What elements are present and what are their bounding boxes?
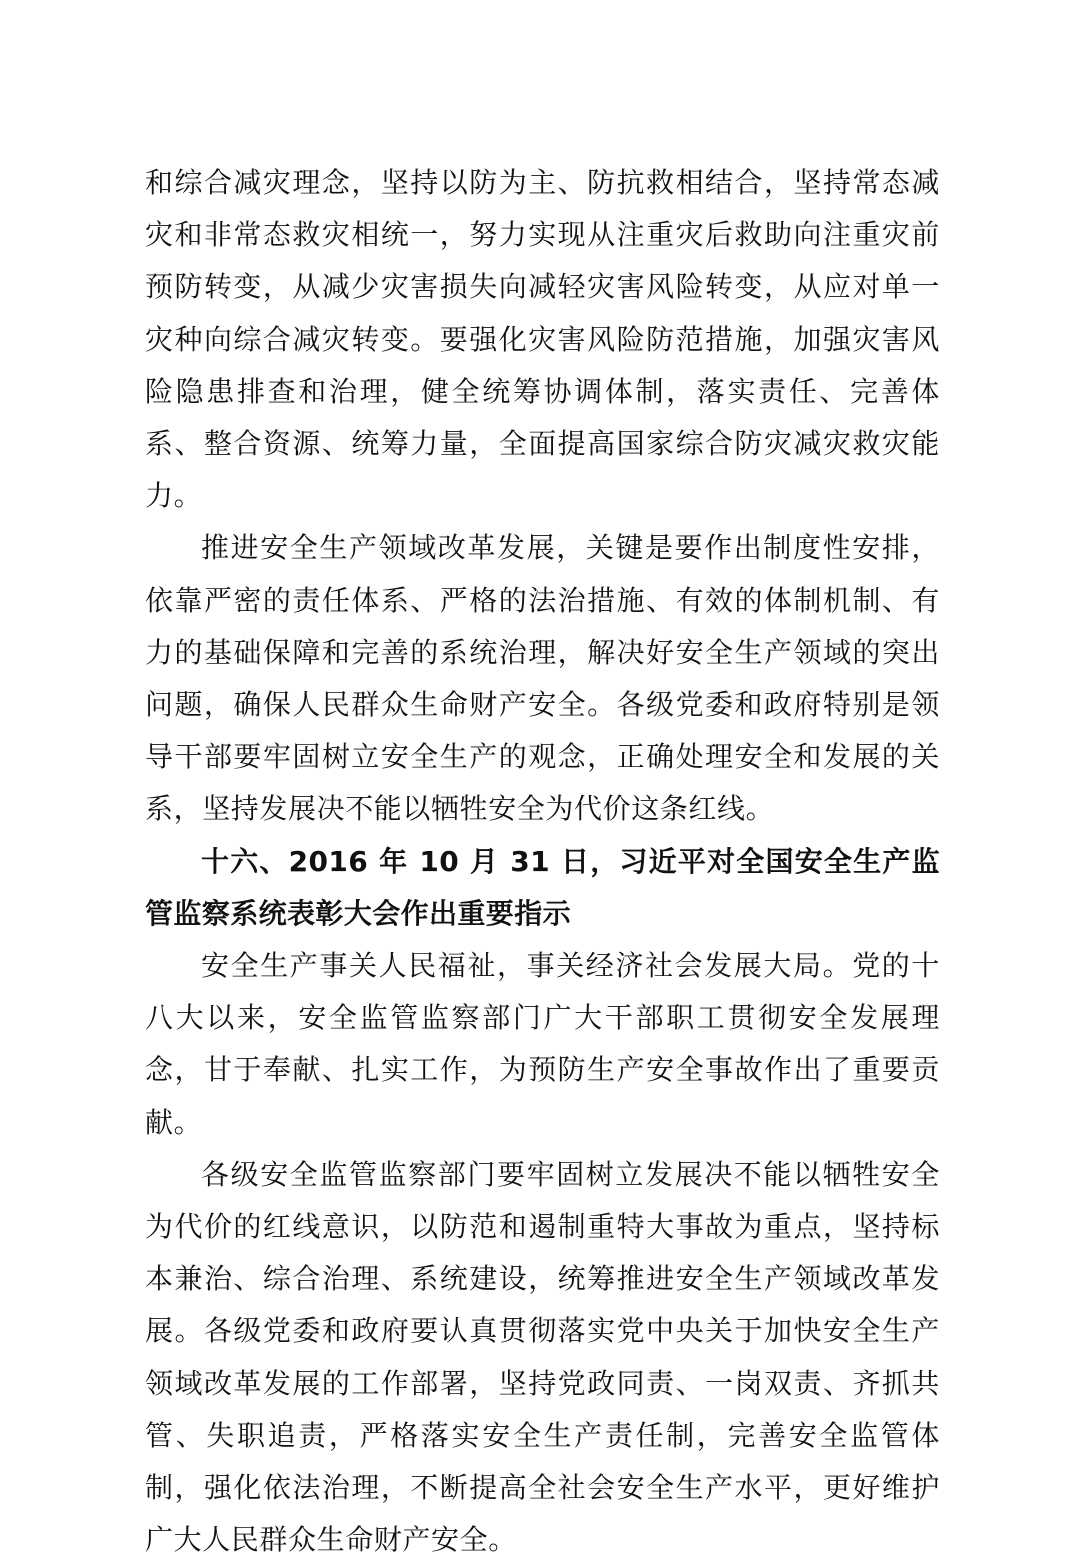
paragraph-red-line: 各级安全监管监察部门要牢固树立发展决不能以牺牲安全为代价的红线意识，以防范和遏制重特大事故为重点，坚持标本兼治、综合治理、系统建设，统筹推进安全生产领域改革发展。各级党委和政府要认真贯彻落实党中央关于加快安全生产领域改革发展的工作部署，坚持党政同责、一岗双责、齐抓共管、失职追责，严格落实安全生产责任制，完善安全监管体制，强化依法治理，不断提高全社会安全生产水平，更好维护广大人民群众生命财产安全。 [145,1157,940,1557]
section-heading: 十六、2016 年 10 月 31 日，习近平对全国安全生产监管监察系统表彰大会作出重要指示 [145,844,940,930]
paragraph-safety-welfare: 安全生产事关人民福祉，事关经济社会发展大局。党的十八大以来，安全监管监察部门广大干部职工贯彻安全发展理念，甘于奉献、扎实工作，为预防生产安全事故作出了重要贡献。 [145,949,940,1139]
paragraph-safety-reform: 推进安全生产领域改革发展，关键是要作出制度性安排，依靠严密的责任体系、严格的法治措施、有效的体制机制、有力的基础保障和完善的系统治理，解决好安全生产领域的突出问题，确保人民群众生命财产安全。各级党委和政府特别是领导干部要牢固树立安全生产的观念，正确处理安全和发展的关系，坚持发展决不能以牺牲安全为代价这条红线。 [145,531,940,826]
document-body [145,157,940,1566]
paragraph-continued: 和综合减灾理念，坚持以防为主、防抗救相结合，坚持常态减灾和非常态救灾相统一，努力实现从注重灾后救助向注重灾前预防转变，从减少灾害损失向减轻灾害风险转变，从应对单一灾种向综合减灾转变。要强化灾害风险防范措施，加强灾害风险隐患排查和治理，健全统筹协调体制，落实责任、完善体系、整合资源、统筹力量，全面提高国家综合防灾减灾救灾能力。 [145,166,940,513]
